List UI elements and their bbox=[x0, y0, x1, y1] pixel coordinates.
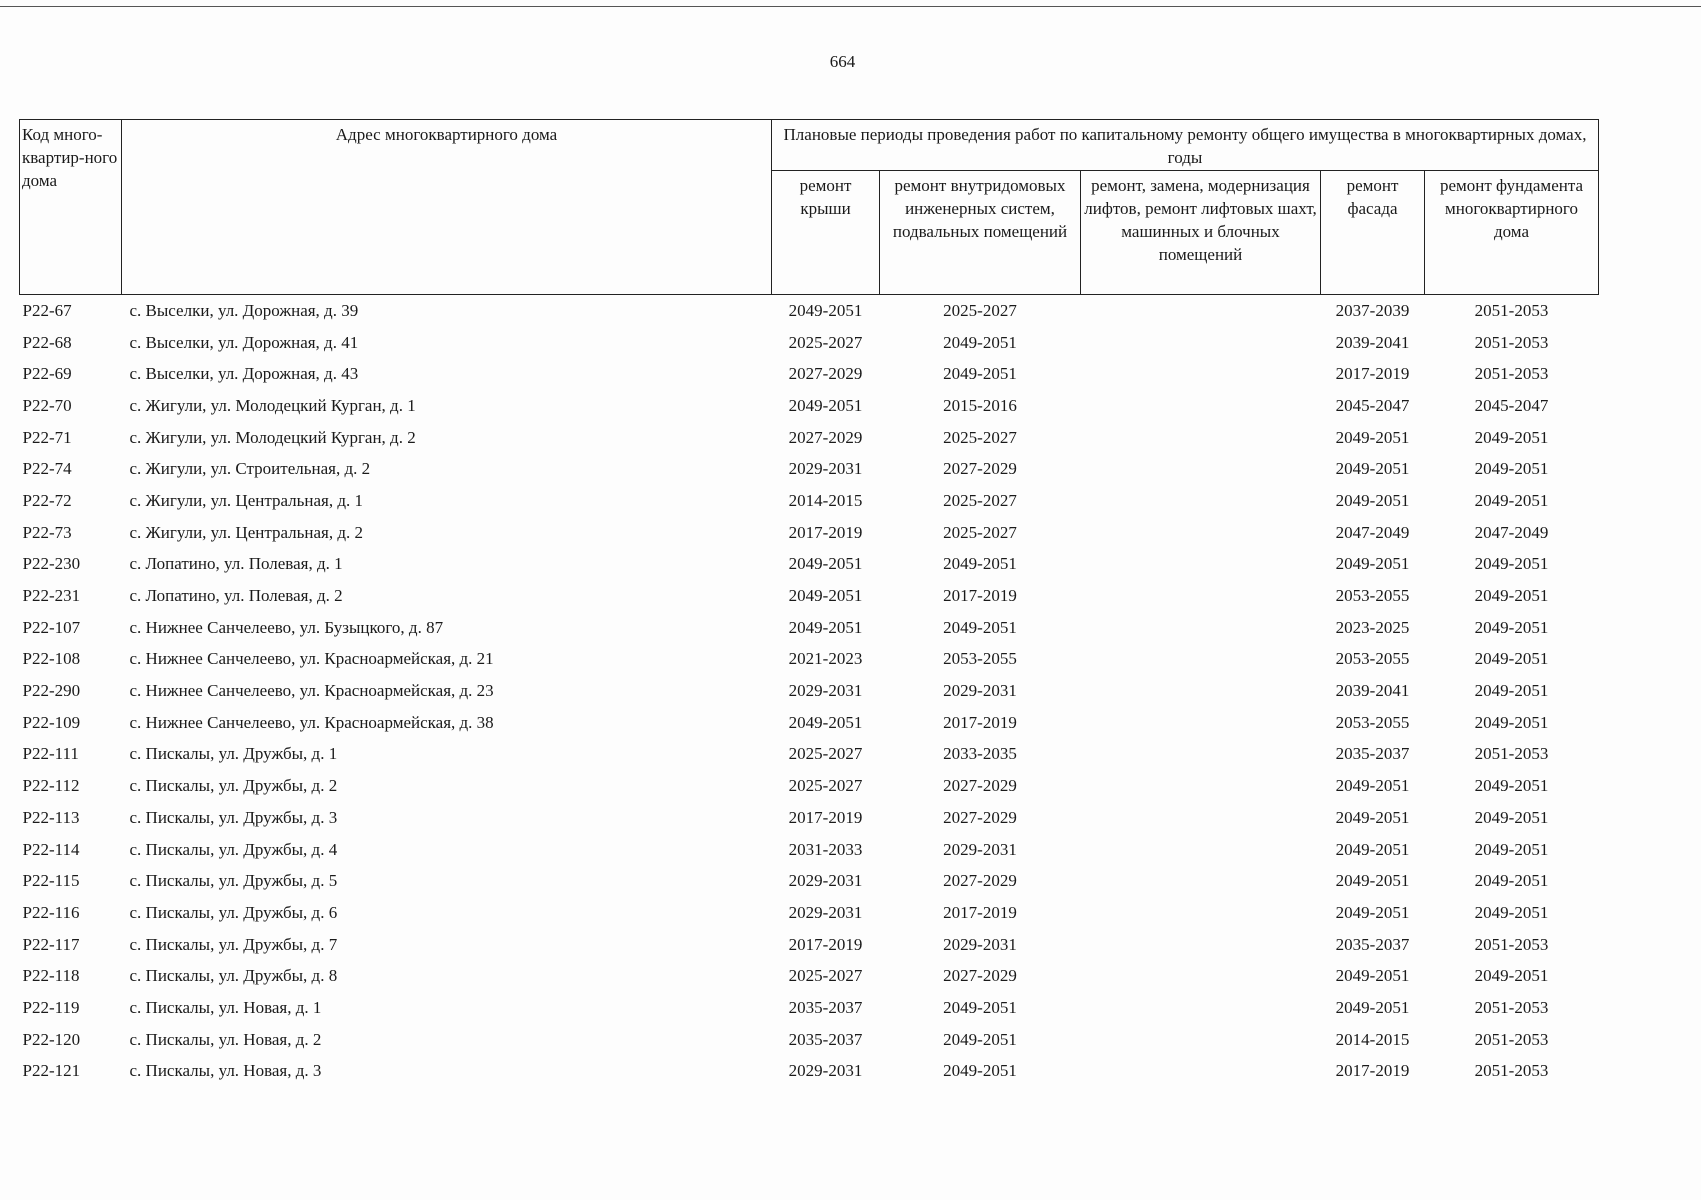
table-row bbox=[20, 358, 1599, 390]
cell-foundation: 2049-2051 bbox=[1474, 459, 1549, 479]
cell-foundation: 2051-2053 bbox=[1474, 364, 1549, 384]
cell-foundation: 2051-2053 bbox=[1474, 997, 1549, 1017]
table-row bbox=[20, 580, 1599, 612]
cell-systems: 2017-2019 bbox=[943, 902, 1017, 922]
cell-roof: 2017-2019 bbox=[788, 934, 863, 954]
cell-facade: 2035-2037 bbox=[1335, 934, 1410, 954]
cell-code: P22-67 bbox=[22, 300, 72, 320]
cell-lifts bbox=[1081, 327, 1321, 359]
cell-roof: 2049-2051 bbox=[788, 586, 863, 606]
table-row bbox=[20, 1056, 1599, 1088]
cell-systems: 2027-2029 bbox=[943, 966, 1017, 986]
cell-address: с. Нижнее Санчелеево, ул. Красноармейская, д. 23 bbox=[129, 681, 494, 701]
header-address: Адрес многоквартирного дома bbox=[122, 120, 772, 295]
cell-address: с. Выселки, ул. Дорожная, д. 39 bbox=[129, 300, 359, 320]
table-row bbox=[20, 834, 1599, 866]
cell-roof: 2031-2033 bbox=[788, 839, 863, 859]
cell-facade: 2049-2051 bbox=[1335, 807, 1410, 827]
table-row bbox=[20, 739, 1599, 771]
cell-address: с. Жигули, ул. Строительная, д. 2 bbox=[129, 459, 371, 479]
cell-facade: 2053-2055 bbox=[1335, 649, 1410, 669]
cell-address: с. Нижнее Санчелеево, ул. Красноармейская, д. 38 bbox=[129, 712, 494, 732]
cell-lifts bbox=[1081, 453, 1321, 485]
cell-code: P22-113 bbox=[22, 807, 80, 827]
table-row bbox=[20, 327, 1599, 359]
header-facade: ремонт фасада bbox=[1321, 171, 1425, 295]
cell-roof: 2021-2023 bbox=[788, 649, 863, 669]
cell-roof: 2029-2031 bbox=[788, 681, 863, 701]
cell-lifts bbox=[1081, 770, 1321, 802]
cell-systems: 2029-2031 bbox=[943, 839, 1017, 859]
table-body bbox=[20, 295, 1599, 1088]
cell-foundation: 2049-2051 bbox=[1474, 966, 1549, 986]
cell-code: P22-107 bbox=[22, 617, 81, 637]
cell-address: с. Пискалы, ул. Новая, д. 1 bbox=[129, 997, 322, 1017]
cell-systems: 2029-2031 bbox=[943, 681, 1017, 701]
cell-foundation: 2049-2051 bbox=[1474, 586, 1549, 606]
cell-facade: 2053-2055 bbox=[1335, 712, 1410, 732]
cell-systems: 2049-2051 bbox=[943, 997, 1017, 1017]
cell-address: с. Пискалы, ул. Дружбы, д. 6 bbox=[129, 902, 338, 922]
cell-address: с. Пискалы, ул. Дружбы, д. 4 bbox=[129, 839, 338, 859]
cell-roof: 2049-2051 bbox=[788, 554, 863, 574]
cell-systems: 2025-2027 bbox=[943, 300, 1017, 320]
cell-facade: 2049-2051 bbox=[1335, 839, 1410, 859]
cell-code: P22-290 bbox=[22, 681, 81, 701]
header-roof: ремонт крыши bbox=[772, 171, 880, 295]
cell-roof: 2025-2027 bbox=[788, 744, 863, 764]
cell-lifts bbox=[1081, 390, 1321, 422]
page-number: 664 bbox=[829, 52, 856, 71]
cell-facade: 2049-2051 bbox=[1335, 459, 1410, 479]
cell-systems: 2049-2051 bbox=[943, 364, 1017, 384]
cell-foundation: 2051-2053 bbox=[1474, 1029, 1549, 1049]
cell-systems: 2033-2035 bbox=[943, 744, 1017, 764]
cell-facade: 2049-2051 bbox=[1335, 427, 1410, 447]
cell-lifts bbox=[1081, 580, 1321, 612]
table-row bbox=[20, 517, 1599, 549]
cell-systems: 2025-2027 bbox=[943, 522, 1017, 542]
cell-roof: 2025-2027 bbox=[788, 332, 863, 352]
cell-roof: 2049-2051 bbox=[788, 300, 863, 320]
cell-address: с. Жигули, ул. Центральная, д. 1 bbox=[129, 490, 364, 510]
table-row bbox=[20, 422, 1599, 454]
cell-lifts bbox=[1081, 517, 1321, 549]
header-code: Код много-квартир-ного дома bbox=[20, 120, 122, 295]
table-row bbox=[20, 644, 1599, 676]
cell-foundation: 2051-2053 bbox=[1474, 934, 1549, 954]
cell-foundation: 2049-2051 bbox=[1474, 807, 1549, 827]
table-row bbox=[20, 802, 1599, 834]
cell-lifts bbox=[1081, 644, 1321, 676]
cell-systems: 2049-2051 bbox=[943, 1029, 1017, 1049]
cell-facade: 2037-2039 bbox=[1335, 300, 1410, 320]
cell-foundation: 2051-2053 bbox=[1474, 332, 1549, 352]
table-row bbox=[20, 1024, 1599, 1056]
cell-address: с. Пискалы, ул. Дружбы, д. 5 bbox=[129, 871, 338, 891]
cell-code: P22-111 bbox=[22, 744, 79, 764]
cell-code: P22-115 bbox=[22, 871, 80, 891]
cell-address: с. Выселки, ул. Дорожная, д. 43 bbox=[129, 364, 359, 384]
table-row bbox=[20, 295, 1599, 327]
table-row bbox=[20, 770, 1599, 802]
cell-foundation: 2049-2051 bbox=[1474, 902, 1549, 922]
table-row bbox=[20, 453, 1599, 485]
cell-lifts bbox=[1081, 960, 1321, 992]
cell-foundation: 2049-2051 bbox=[1474, 712, 1549, 732]
cell-lifts bbox=[1081, 422, 1321, 454]
cell-lifts bbox=[1081, 1056, 1321, 1088]
cell-systems: 2027-2029 bbox=[943, 459, 1017, 479]
cell-code: P22-74 bbox=[22, 459, 72, 479]
cell-code: P22-120 bbox=[22, 1029, 81, 1049]
cell-roof: 2025-2027 bbox=[788, 966, 863, 986]
cell-lifts bbox=[1081, 1024, 1321, 1056]
cell-roof: 2049-2051 bbox=[788, 395, 863, 415]
cell-code: P22-231 bbox=[22, 586, 81, 606]
cell-systems: 2049-2051 bbox=[943, 332, 1017, 352]
table-row bbox=[20, 897, 1599, 929]
cell-code: P22-69 bbox=[22, 364, 72, 384]
cell-systems: 2017-2019 bbox=[943, 586, 1017, 606]
cell-code: P22-73 bbox=[22, 522, 72, 542]
cell-address: с. Лопатино, ул. Полевая, д. 1 bbox=[129, 554, 343, 574]
cell-roof: 2029-2031 bbox=[788, 1061, 863, 1081]
table-row bbox=[20, 865, 1599, 897]
cell-code: P22-230 bbox=[22, 554, 81, 574]
cell-code: P22-117 bbox=[22, 934, 80, 954]
cell-address: с. Лопатино, ул. Полевая, д. 2 bbox=[129, 586, 343, 606]
cell-roof: 2025-2027 bbox=[788, 776, 863, 796]
cell-lifts bbox=[1081, 675, 1321, 707]
cell-code: P22-71 bbox=[22, 427, 72, 447]
header-systems: ремонт внутридомовых инженерных систем, подвальных помещений bbox=[880, 171, 1081, 295]
table-row bbox=[20, 390, 1599, 422]
cell-address: с. Нижнее Санчелеево, ул. Бузыцкого, д. 87 bbox=[129, 617, 444, 637]
repair-schedule-table bbox=[19, 119, 1599, 1087]
cell-facade: 2049-2051 bbox=[1335, 871, 1410, 891]
cell-facade: 2049-2051 bbox=[1335, 490, 1410, 510]
top-rule bbox=[0, 6, 1701, 7]
table-header bbox=[20, 120, 1599, 295]
cell-facade: 2017-2019 bbox=[1335, 364, 1410, 384]
cell-systems: 2049-2051 bbox=[943, 554, 1017, 574]
cell-systems: 2049-2051 bbox=[943, 617, 1017, 637]
cell-code: P22-121 bbox=[22, 1061, 81, 1081]
cell-systems: 2027-2029 bbox=[943, 776, 1017, 796]
cell-facade: 2049-2051 bbox=[1335, 554, 1410, 574]
cell-foundation: 2049-2051 bbox=[1474, 427, 1549, 447]
cell-address: с. Пискалы, ул. Новая, д. 2 bbox=[129, 1029, 322, 1049]
cell-lifts bbox=[1081, 992, 1321, 1024]
cell-foundation: 2051-2053 bbox=[1474, 300, 1549, 320]
cell-code: P22-72 bbox=[22, 490, 72, 510]
cell-roof: 2049-2051 bbox=[788, 712, 863, 732]
cell-address: с. Пискалы, ул. Дружбы, д. 8 bbox=[129, 966, 338, 986]
cell-foundation: 2049-2051 bbox=[1474, 839, 1549, 859]
cell-foundation: 2049-2051 bbox=[1474, 871, 1549, 891]
cell-roof: 2029-2031 bbox=[788, 902, 863, 922]
table-row bbox=[20, 675, 1599, 707]
cell-facade: 2049-2051 bbox=[1335, 966, 1410, 986]
cell-lifts bbox=[1081, 865, 1321, 897]
cell-systems: 2049-2051 bbox=[943, 1061, 1017, 1081]
cell-address: с. Жигули, ул. Молодецкий Курган, д. 1 bbox=[129, 395, 416, 415]
cell-roof: 2049-2051 bbox=[788, 617, 863, 637]
cell-systems: 2015-2016 bbox=[943, 395, 1017, 415]
cell-foundation: 2049-2051 bbox=[1474, 776, 1549, 796]
cell-lifts bbox=[1081, 612, 1321, 644]
cell-code: P22-108 bbox=[22, 649, 81, 669]
cell-facade: 2053-2055 bbox=[1335, 586, 1410, 606]
table-row bbox=[20, 549, 1599, 581]
cell-code: P22-118 bbox=[22, 966, 80, 986]
cell-lifts bbox=[1081, 739, 1321, 771]
cell-address: с. Выселки, ул. Дорожная, д. 41 bbox=[129, 332, 359, 352]
cell-systems: 2027-2029 bbox=[943, 807, 1017, 827]
cell-roof: 2017-2019 bbox=[788, 807, 863, 827]
cell-roof: 2017-2019 bbox=[788, 522, 863, 542]
table-row bbox=[20, 992, 1599, 1024]
cell-address: с. Жигули, ул. Молодецкий Курган, д. 2 bbox=[129, 427, 416, 447]
header-lifts: ремонт, замена, модернизация лифтов, ремонт лифтовых шахт, машинных и блочных помещений bbox=[1081, 171, 1321, 295]
cell-foundation: 2049-2051 bbox=[1474, 490, 1549, 510]
cell-foundation: 2049-2051 bbox=[1474, 681, 1549, 701]
cell-address: с. Нижнее Санчелеево, ул. Красноармейская, д. 21 bbox=[129, 649, 494, 669]
cell-lifts bbox=[1081, 802, 1321, 834]
cell-facade: 2014-2015 bbox=[1335, 1029, 1410, 1049]
cell-facade: 2045-2047 bbox=[1335, 395, 1410, 415]
header-periods: Плановые периоды проведения работ по капитальному ремонту общего имущества в многоквартирных домах, годы bbox=[772, 120, 1599, 171]
cell-lifts bbox=[1081, 929, 1321, 961]
cell-roof: 2029-2031 bbox=[788, 871, 863, 891]
cell-address: с. Пискалы, ул. Дружбы, д. 1 bbox=[129, 744, 338, 764]
cell-foundation: 2051-2053 bbox=[1474, 744, 1549, 764]
cell-facade: 2047-2049 bbox=[1335, 522, 1410, 542]
cell-lifts bbox=[1081, 897, 1321, 929]
cell-address: с. Пискалы, ул. Дружбы, д. 2 bbox=[129, 776, 338, 796]
cell-facade: 2049-2051 bbox=[1335, 776, 1410, 796]
cell-code: P22-112 bbox=[22, 776, 80, 796]
header-foundation: ремонт фундамента многоквартирного дома bbox=[1425, 171, 1599, 295]
cell-code: P22-116 bbox=[22, 902, 80, 922]
cell-foundation: 2051-2053 bbox=[1474, 1061, 1549, 1081]
cell-lifts bbox=[1081, 358, 1321, 390]
cell-roof: 2029-2031 bbox=[788, 459, 863, 479]
cell-code: P22-109 bbox=[22, 712, 81, 732]
cell-foundation: 2049-2051 bbox=[1474, 649, 1549, 669]
cell-foundation: 2045-2047 bbox=[1474, 395, 1549, 415]
cell-facade: 2017-2019 bbox=[1335, 1061, 1410, 1081]
table-row bbox=[20, 612, 1599, 644]
cell-systems: 2029-2031 bbox=[943, 934, 1017, 954]
cell-systems: 2027-2029 bbox=[943, 871, 1017, 891]
cell-roof: 2035-2037 bbox=[788, 997, 863, 1017]
cell-facade: 2039-2041 bbox=[1335, 332, 1410, 352]
cell-code: P22-119 bbox=[22, 997, 80, 1017]
cell-code: P22-70 bbox=[22, 395, 72, 415]
cell-foundation: 2049-2051 bbox=[1474, 554, 1549, 574]
cell-roof: 2027-2029 bbox=[788, 364, 863, 384]
cell-address: с. Пискалы, ул. Дружбы, д. 7 bbox=[129, 934, 338, 954]
cell-roof: 2014-2015 bbox=[788, 490, 863, 510]
table-row bbox=[20, 929, 1599, 961]
cell-code: P22-68 bbox=[22, 332, 72, 352]
cell-lifts bbox=[1081, 295, 1321, 327]
cell-lifts bbox=[1081, 707, 1321, 739]
cell-address: с. Пискалы, ул. Дружбы, д. 3 bbox=[129, 807, 338, 827]
cell-facade: 2049-2051 bbox=[1335, 902, 1410, 922]
cell-facade: 2023-2025 bbox=[1335, 617, 1410, 637]
cell-facade: 2039-2041 bbox=[1335, 681, 1410, 701]
cell-roof: 2027-2029 bbox=[788, 427, 863, 447]
cell-lifts bbox=[1081, 549, 1321, 581]
table-row bbox=[20, 960, 1599, 992]
cell-facade: 2035-2037 bbox=[1335, 744, 1410, 764]
cell-lifts bbox=[1081, 485, 1321, 517]
cell-foundation: 2047-2049 bbox=[1474, 522, 1549, 542]
cell-facade: 2049-2051 bbox=[1335, 997, 1410, 1017]
cell-systems: 2025-2027 bbox=[943, 490, 1017, 510]
table-row bbox=[20, 707, 1599, 739]
cell-address: с. Пискалы, ул. Новая, д. 3 bbox=[129, 1061, 322, 1081]
cell-lifts bbox=[1081, 834, 1321, 866]
cell-foundation: 2049-2051 bbox=[1474, 617, 1549, 637]
cell-code: P22-114 bbox=[22, 839, 80, 859]
cell-systems: 2025-2027 bbox=[943, 427, 1017, 447]
cell-systems: 2053-2055 bbox=[943, 649, 1017, 669]
cell-systems: 2017-2019 bbox=[943, 712, 1017, 732]
cell-roof: 2035-2037 bbox=[788, 1029, 863, 1049]
cell-address: с. Жигули, ул. Центральная, д. 2 bbox=[129, 522, 364, 542]
table-row bbox=[20, 485, 1599, 517]
